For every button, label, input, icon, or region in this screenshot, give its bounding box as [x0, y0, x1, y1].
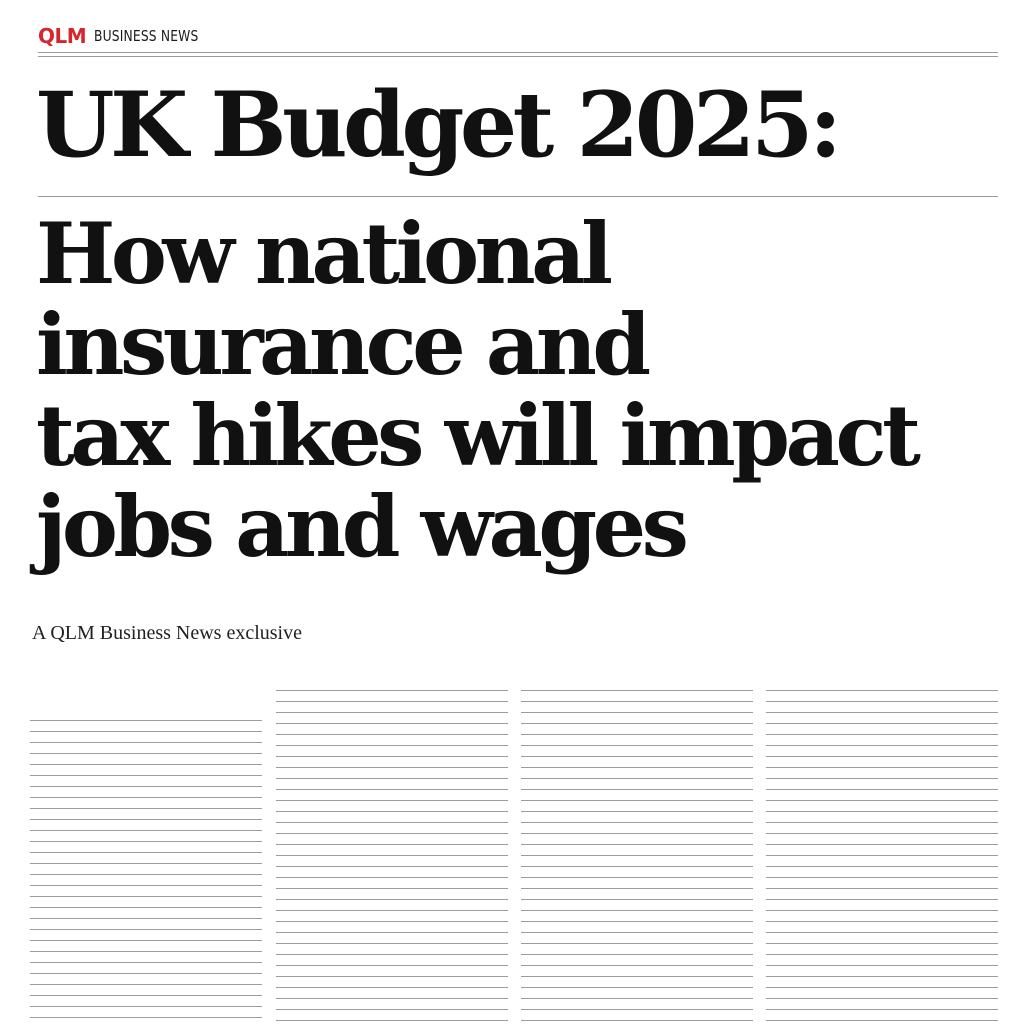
headline-line: tax hikes will impact [36, 386, 917, 485]
body-text-column-placeholder [521, 690, 753, 1024]
headline-line: jobs and wages [36, 477, 685, 576]
headline-line: How national [36, 204, 609, 303]
headline-kicker: UK Budget 2025: [36, 72, 838, 178]
masthead-rule-bottom [38, 56, 998, 57]
body-text-column-placeholder [766, 690, 998, 1024]
section-name: BUSINESS NEWS [94, 26, 199, 45]
masthead [38, 24, 222, 48]
byline: A QLM Business News exclusive [32, 622, 302, 644]
body-text-column-placeholder [276, 690, 508, 1024]
brand-logo[interactable]: QLM [38, 24, 87, 48]
article-headline [36, 204, 996, 576]
masthead-rule-top [38, 52, 998, 53]
headline-divider [38, 196, 998, 197]
headline-line: insurance and [36, 295, 647, 394]
body-text-column-placeholder [30, 720, 262, 1024]
